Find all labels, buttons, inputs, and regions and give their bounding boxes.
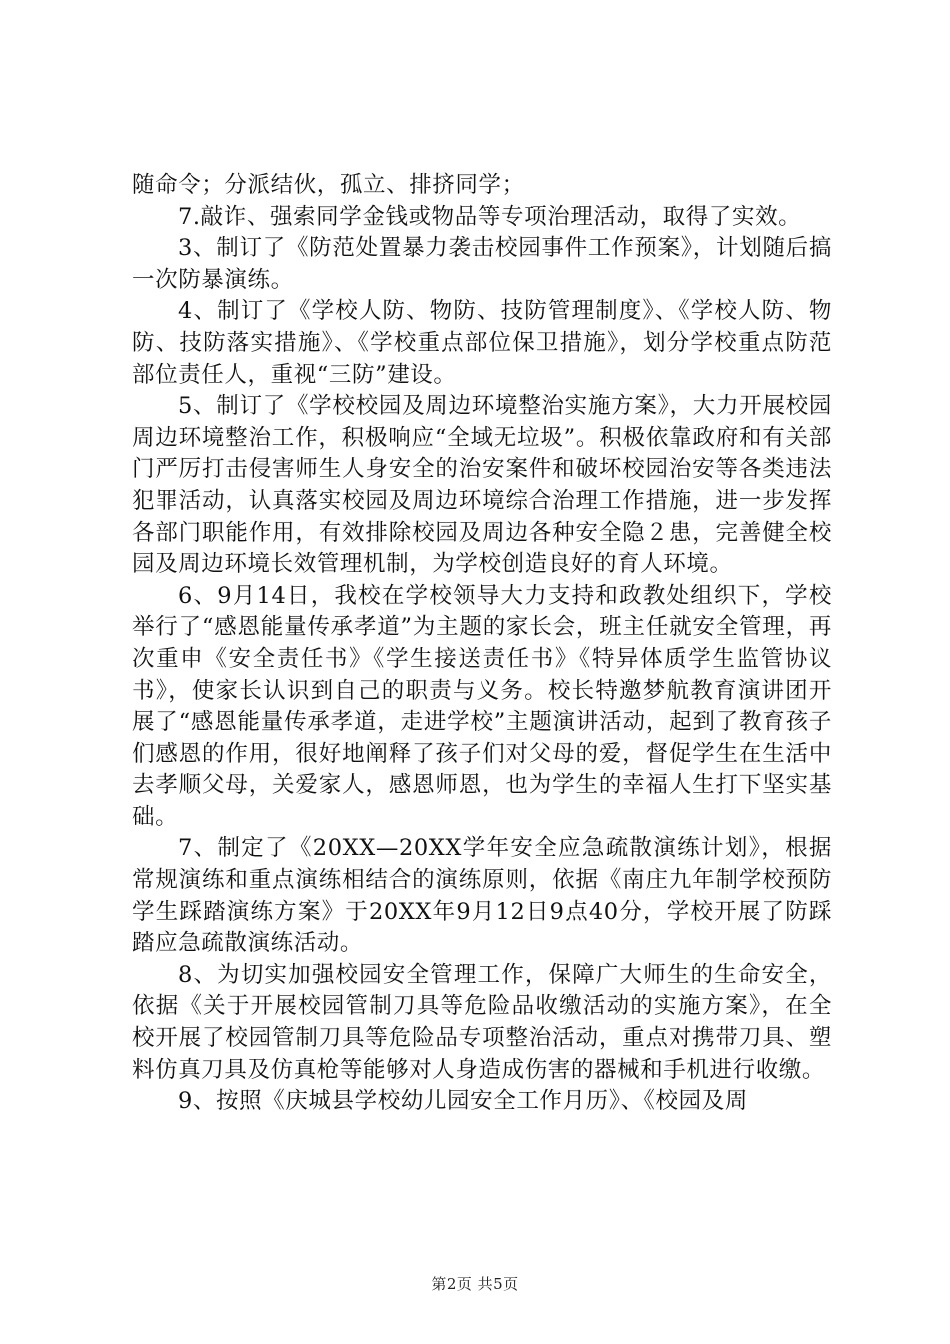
paragraph-3: 3、制订了《防范处置暴力袭击校园事件工作预案》，计划随后搞一次防暴演练。	[132, 235, 832, 293]
paragraph-5: 5、制订了《学校校园及周边环境整治实施方案》，大力开展校园周边环境整治工作，积极响应“全域无垃圾”。积极依靠政府和有关部门严厉打击侵害师生人身安全的治安案件和破坏校园治安等各类违法犯罪活动，认真落实校园及周边环境综合治理工作措施，进一步发挥各部门职能作用，有效排除校园及周边各种安全隐２患，完善健全校园及周边环境长效管理机制，为学校创造良好的育人环境。	[132, 393, 832, 578]
paragraph-8: 8、为切实加强校园安全管理工作，保障广大师生的生命安全，依据《关于开展校园管制刀具等危险品收缴活动的实施方案》，在全校开展了校园管制刀具等危险品专项整治活动，重点对携带刀具、塑料仿真刀具及仿真枪等能够对人身造成伤害的器械和手机进行收缴。	[132, 961, 832, 1083]
paragraph-4: 4、制订了《学校人防、物防、技防管理制度》、《学校人防、物防、技防落实措施》、《学校重点部位保卫措施》，划分学校重点防范部位责任人，重视“三防”建设。	[132, 298, 832, 388]
paragraph-1: 随命令；分派结伙，孤立、排挤同学；	[132, 172, 525, 198]
paragraph-6: 6、9月14日，我校在学校领导大力支持和政教处组织下，学校举行了“感恩能量传承孝道”为主题的家长会，班主任就安全管理，再次重申《安全责任书》《学生接送责任书》《特异体质学生监管协议书》，使家长认识到自己的职责与义务。校长特邀梦航教育演讲团开展了“感恩能量传承孝道，走进学校”主题演讲活动，起到了教育孩子们感恩的作用，很好地阐释了孩子们对父母的爱，督促学生在生活中去孝顺父母，关爱家人，感恩师恩，也为学生的幸福人生打下坚实基础。	[132, 582, 832, 830]
document-body	[132, 170, 832, 1118]
paragraph-2: 7.敲诈、强索同学金钱或物品等专项治理活动，取得了实效。	[178, 203, 802, 230]
paragraph-9: 9、按照《庆城县学校幼儿园安全工作月历》、《校园及周	[178, 1088, 748, 1115]
paragraph-7: 7、制定了《20XX—20XX学年安全应急疏散演练计划》，根据常规演练和重点演练相结合的演练原则，依据《南庄九年制学校预防学生踩踏演练方案》于20XX年9月12日9点40分，学校开展了防踩踏应急疏散演练活动。	[132, 835, 832, 957]
page-number-footer: 第2页 共5页	[431, 1275, 519, 1293]
